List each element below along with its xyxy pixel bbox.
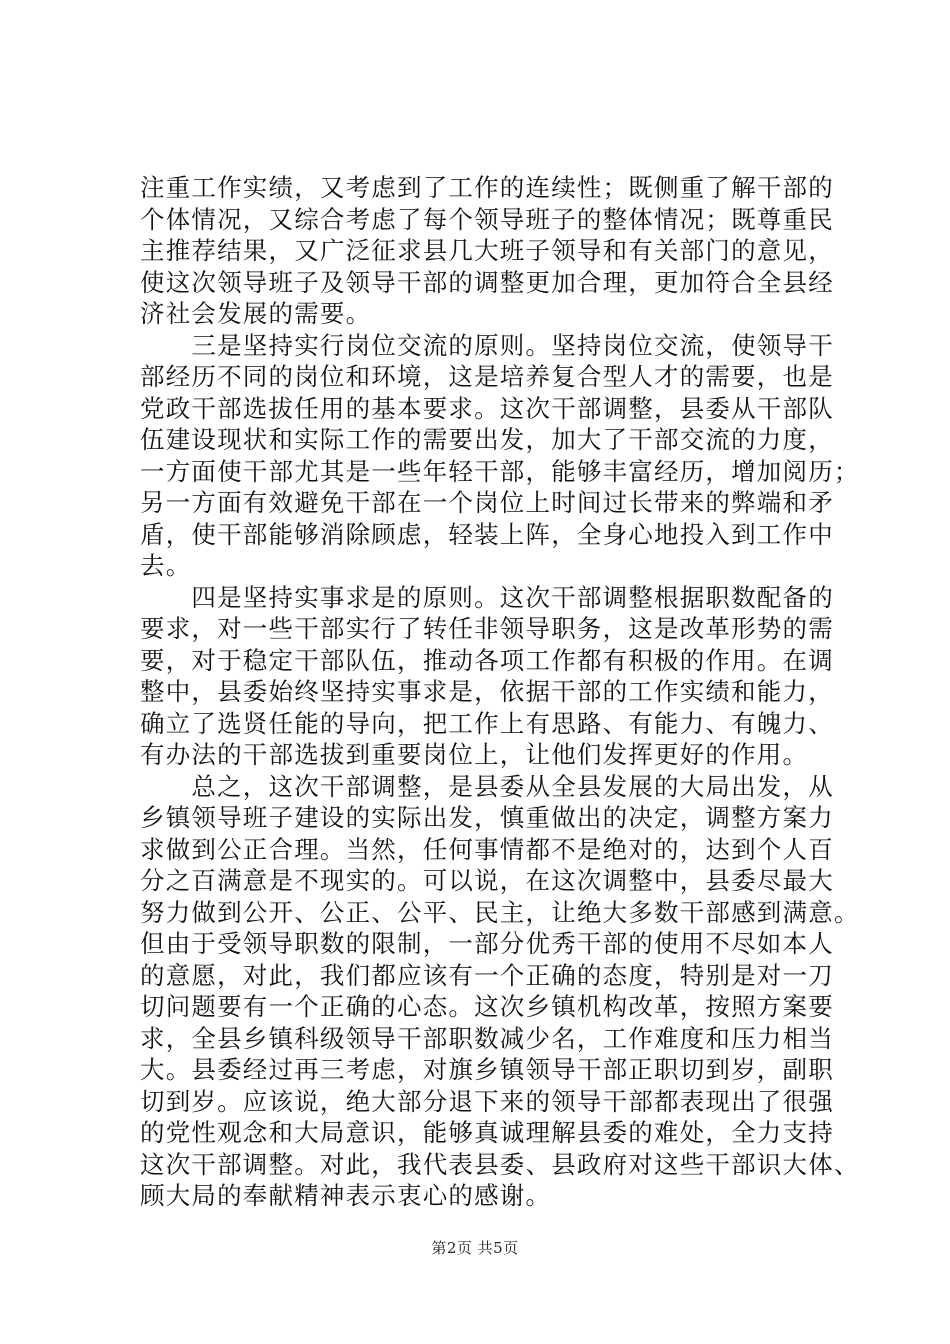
text-line: 伍建设现状和实际工作的需要出发，加大了干部交流的力度， [140, 425, 834, 454]
text-line: 个体情况，又综合考虑了每个领导班子的整体情况；既尊重民 [140, 204, 834, 234]
text-line: 盾，使干部能够消除顾虑，轻装上阵，全身心地投入到工作中 [140, 519, 834, 549]
text-line: 去。 [140, 551, 192, 580]
text-line: 主推荐结果，又广泛征求县几大班子领导和有关部门的意见， [140, 236, 834, 265]
text-line: 努力做到公开、公正、公平、民主，让绝大多数干部感到满意。 [140, 897, 860, 927]
text-line: 党政干部选拔任用的基本要求。这次干部调整，县委从干部队 [140, 393, 834, 423]
text-line: 求，全县乡镇科级领导干部职数减少名，工作难度和压力相当 [140, 1023, 834, 1053]
text-line: 一方面使干部尤其是一些年轻干部，能够丰富经历，增加阅历； [140, 456, 860, 486]
text-line: 切到岁。应该说，绝大部分退下来的领导干部都表现出了很强 [140, 1086, 834, 1116]
text-line: 的意愿，对此，我们都应该有一个正确的态度，特别是对一刀 [140, 960, 834, 990]
text-line: 要求，对一些干部实行了转任非领导职务，这是改革形势的需 [140, 614, 834, 643]
text-line: 有办法的干部选拔到重要岗位上，让他们发挥更好的作用。 [140, 740, 809, 769]
text-line: 的党性观念和大局意识，能够真诚理解县委的难处，全力支持 [140, 1118, 834, 1147]
text-line: 要，对于稳定干部队伍，推动各项工作都有积极的作用。在调 [140, 645, 834, 675]
text-line: 切问题要有一个正确的心态。这次乡镇机构改革，按照方案要 [140, 992, 834, 1021]
text-line: 总之，这次干部调整，是县委从全县发展的大局出发，从 [140, 771, 834, 801]
text-line: 求做到公正合理。当然，任何事情都不是绝对的，达到个人百 [140, 834, 834, 864]
text-line: 但由于受领导职数的限制，一部分优秀干部的使用不尽如本人 [140, 929, 834, 958]
body-text [140, 172, 860, 1212]
text-line: 乡镇领导班子建设的实际出发，慎重做出的决定，调整方案力 [140, 803, 834, 832]
text-line: 注重工作实绩，又考虑到了工作的连续性；既侧重了解干部的 [140, 173, 834, 202]
text-line: 整中，县委始终坚持实事求是，依据干部的工作实绩和能力， [140, 677, 834, 706]
text-line: 使这次领导班子及领导干部的调整更加合理，更加符合全县经 [140, 267, 834, 297]
text-line: 济社会发展的需要。 [140, 299, 372, 328]
text-line: 另一方面有效避免干部在一个岗位上时间过长带来的弊端和矛 [140, 488, 834, 517]
text-line: 顾大局的奉献精神表示衷心的感谢。 [140, 1181, 552, 1210]
text-line: 三是坚持实行岗位交流的原则。坚持岗位交流，使领导干 [140, 330, 834, 360]
text-line: 大。县委经过再三考虑，对旗乡镇领导干部正职切到岁，副职 [140, 1055, 834, 1084]
text-line: 这次干部调整。对此，我代表县委、县政府对这些干部识大体、 [140, 1149, 860, 1179]
text-line: 四是坚持实事求是的原则。这次干部调整根据职数配备的 [140, 582, 834, 612]
page-footer [0, 1238, 950, 1258]
text-line: 部经历不同的岗位和环境，这是培养复合型人才的需要，也是 [140, 362, 834, 391]
text-line: 分之百满意是不现实的。可以说，在这次调整中，县委尽最大 [140, 866, 834, 895]
text-line: 确立了选贤任能的导向，把工作上有思路、有能力、有魄力、 [140, 708, 834, 738]
page-number-label: 第2页 共5页 [431, 1239, 519, 1257]
